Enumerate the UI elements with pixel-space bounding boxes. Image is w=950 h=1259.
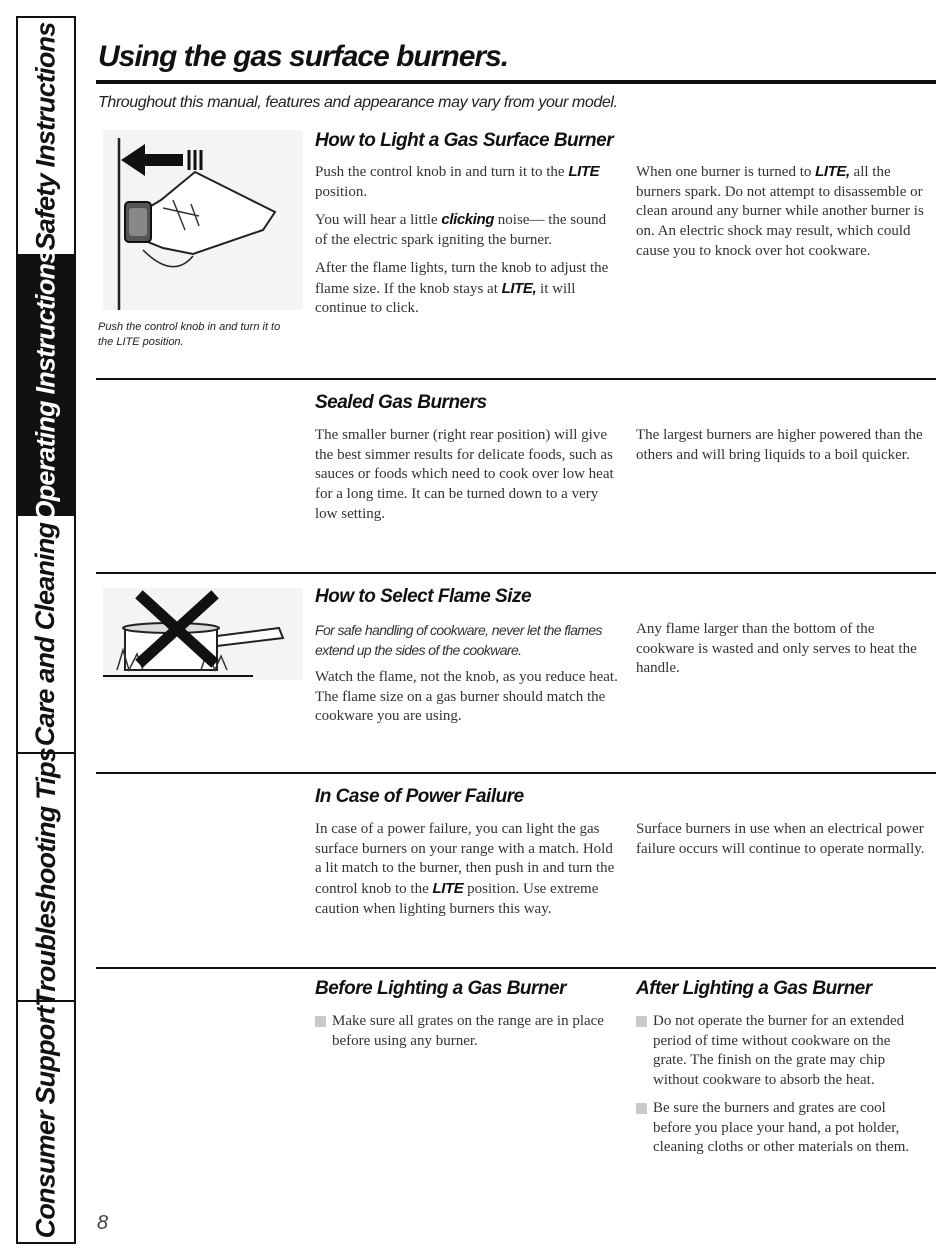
power-failure-right-col: [636, 820, 931, 867]
text: Push the control knob in and turn it to the: [315, 164, 569, 180]
flame-size-left-col: [315, 620, 620, 735]
pot-flame-illustration: [103, 588, 303, 683]
bullet-text: Make sure all grates on the range are in place before using any burner.: [332, 1013, 604, 1049]
text: You will hear a little: [315, 212, 442, 229]
keyword-lite: LITE: [432, 880, 464, 898]
text: it will continue to click.: [315, 280, 576, 317]
tab-safety-instructions[interactable]: [18, 18, 74, 256]
sealed-left-col: [315, 426, 615, 533]
bullet-square-icon: [636, 1103, 647, 1114]
paragraph: Any flame larger than the bottom of the cookware is wasted and only serves to heat the handle.: [636, 621, 917, 677]
list-item: [636, 1099, 921, 1158]
bullet-text: Be sure the burners and grates are cool before you place your hand, a pot holder, cleaning cloths or other materials on them.: [653, 1099, 910, 1156]
knob-hand-illustration: [103, 130, 303, 320]
page-subtitle: Throughout this manual, features and appearance may vary from your model.: [98, 94, 618, 111]
bullet-text: Do not operate the burner for an extended period of time without cookware on the grate. The finish on the grate may chip without cookware to absorb the heat.: [653, 1013, 905, 1089]
power-failure-left-col: [315, 820, 615, 928]
heading-before-lighting: Before Lighting a Gas Burner: [315, 978, 566, 999]
heading-light-burner: How to Light a Gas Surface Burner: [315, 130, 614, 151]
text: position.: [315, 183, 368, 200]
tab-consumer-support[interactable]: [18, 1002, 74, 1242]
paragraph: Watch the flame, not the knob, as you reduce heat. The flame size on a gas burner should match the cookware you are using.: [315, 669, 618, 725]
heading-after-lighting: After Lighting a Gas Burner: [636, 978, 872, 999]
section-divider: [96, 378, 936, 380]
paragraph: The smaller burner (right rear position) will give the best simmer results for delicate foods, such as sauces or foods which need to cook over low heat for a long time. It can be turned down to a very low setting.: [315, 427, 614, 522]
tab-operating-instructions[interactable]: [18, 249, 74, 521]
tab-label: Care and Cleaning: [30, 522, 61, 746]
tab-troubleshooting-tips[interactable]: [18, 747, 74, 1007]
keyword-lite: LITE,: [815, 163, 850, 180]
section-divider: [96, 772, 936, 774]
keyword-clicking: clicking: [441, 211, 495, 229]
text: When one burner is turned to: [636, 164, 816, 180]
bullet-square-icon: [636, 1016, 647, 1027]
list-item: [315, 1012, 615, 1051]
paragraph: Surface burners in use when an electrical power failure occurs will continue to operate normally.: [636, 821, 925, 857]
light-burner-left-col: [315, 162, 610, 327]
bullet-square-icon: [315, 1016, 326, 1027]
text: After the flame lights, turn the knob to adjust the flame size. If the knob stays at: [315, 259, 609, 297]
heading-power-failure: In Case of Power Failure: [315, 786, 524, 807]
sealed-right-col: [636, 426, 926, 473]
safety-note: For safe handling of cookware, never let the flames extend up the sides of the cookware.: [315, 622, 602, 658]
text: position. Use extreme caution when lighting burners this way.: [315, 881, 599, 917]
flame-size-right-col: [636, 620, 926, 687]
title-rule: [96, 80, 936, 84]
section-divider: [96, 967, 936, 969]
heading-flame-size: How to Select Flame Size: [315, 586, 532, 607]
tab-label: Consumer Support: [30, 1006, 61, 1238]
before-lighting-list: [315, 1012, 615, 1059]
page-title: Using the gas surface burners.: [98, 40, 509, 73]
tab-label: Operating Instructions: [30, 249, 61, 521]
list-item: [636, 1012, 921, 1091]
keyword-lite: LITE: [568, 163, 600, 180]
keyword-lite: LITE,: [501, 279, 537, 297]
paragraph: The largest burners are higher powered than the others and will bring liquids to a boil quicker.: [636, 427, 923, 463]
after-lighting-list: [636, 1012, 921, 1166]
tab-label: Troubleshooting Tips: [30, 747, 61, 1007]
text: all the burners spark. Do not attempt to disassemble or clean around any burner while another burner is on. An electric shock may result, which could cause you to knock over hot cookware.: [636, 164, 924, 259]
section-divider: [96, 572, 936, 574]
tab-label: Safety Instructions: [30, 22, 61, 250]
sidebar-tabs: [16, 16, 76, 1244]
light-burner-right-col: [636, 162, 926, 270]
heading-sealed-burners: Sealed Gas Burners: [315, 392, 487, 413]
tab-care-and-cleaning[interactable]: [18, 516, 74, 754]
text: noise— the sound of the electric spark igniting the burner.: [315, 212, 607, 249]
figure-caption: Push the control knob in and turn it to the LITE position.: [98, 321, 281, 348]
page-number: 8: [97, 1212, 109, 1234]
text: In case of a power failure, you can light the gas surface burners on your range with a match. Hold a lit match to the burner, then push in and turn the control knob to the: [315, 821, 615, 898]
